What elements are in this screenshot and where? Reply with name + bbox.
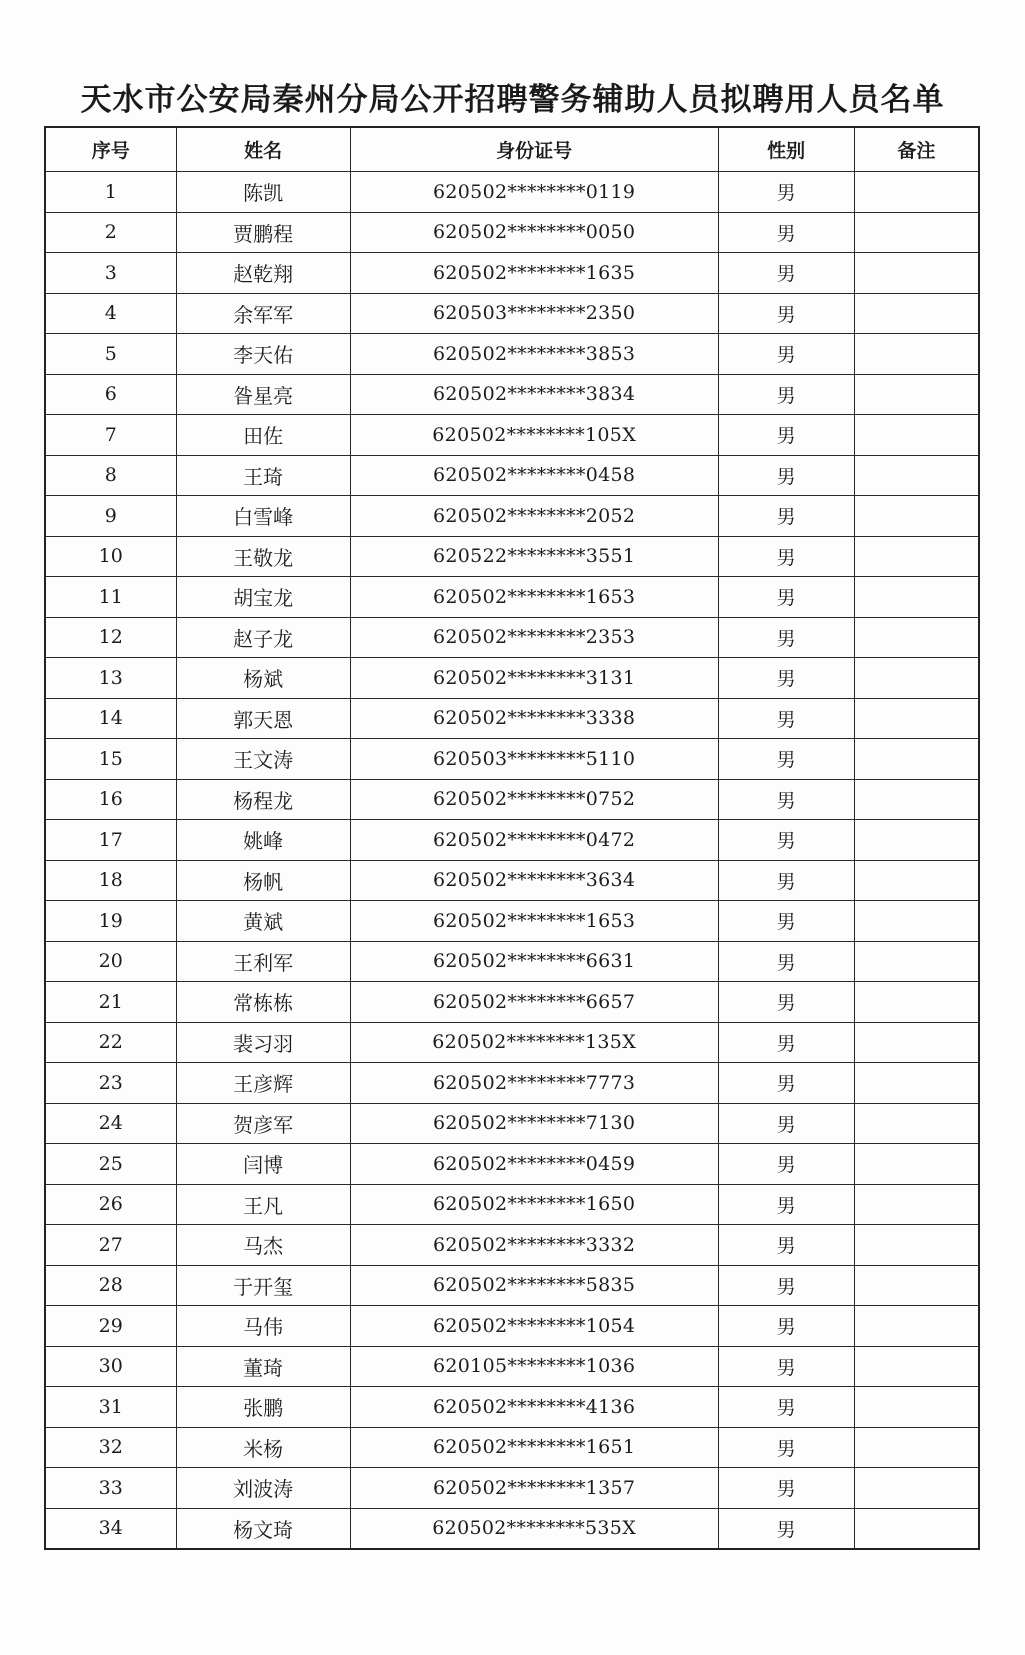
remarks-cell <box>854 658 979 699</box>
table-row <box>45 1022 979 1063</box>
id-number-cell: 620502********2052 <box>350 496 718 537</box>
name-cell: 姚峰 <box>176 820 350 861</box>
gender-cell: 男 <box>718 577 854 618</box>
name-cell: 昝星亮 <box>176 374 350 415</box>
remarks-cell <box>854 982 979 1023</box>
gender-cell: 男 <box>718 1184 854 1225</box>
name-cell: 贺彦军 <box>176 1103 350 1144</box>
serial-cell: 6 <box>45 374 176 415</box>
name-cell: 马伟 <box>176 1306 350 1347</box>
gender-cell: 男 <box>718 374 854 415</box>
remarks-cell <box>854 1468 979 1509</box>
table-row <box>45 212 979 253</box>
remarks-cell <box>854 1306 979 1347</box>
id-number-cell: 620502********135X <box>350 1022 718 1063</box>
name-cell: 黄斌 <box>176 901 350 942</box>
name-cell: 米杨 <box>176 1427 350 1468</box>
gender-cell: 男 <box>718 698 854 739</box>
id-number-cell: 620502********3634 <box>350 860 718 901</box>
serial-cell: 28 <box>45 1265 176 1306</box>
name-cell: 陈凯 <box>176 172 350 213</box>
gender-cell: 男 <box>718 1306 854 1347</box>
gender-cell: 男 <box>718 1225 854 1266</box>
remarks-cell <box>854 1184 979 1225</box>
remarks-cell <box>854 901 979 942</box>
table-row <box>45 779 979 820</box>
table-row <box>45 1387 979 1428</box>
id-number-cell: 620502********0472 <box>350 820 718 861</box>
name-cell: 杨帆 <box>176 860 350 901</box>
remarks-cell <box>854 1265 979 1306</box>
serial-cell: 8 <box>45 455 176 496</box>
serial-cell: 32 <box>45 1427 176 1468</box>
table-body <box>45 172 979 1550</box>
id-number-cell: 620502********3131 <box>350 658 718 699</box>
id-number-cell: 620502********3332 <box>350 1225 718 1266</box>
name-cell: 裴习羽 <box>176 1022 350 1063</box>
serial-cell: 25 <box>45 1144 176 1185</box>
gender-cell: 男 <box>718 334 854 375</box>
gender-cell: 男 <box>718 658 854 699</box>
remarks-cell <box>854 496 979 537</box>
column-header-id-number: 身份证号 <box>350 127 718 172</box>
id-number-cell: 620502********3338 <box>350 698 718 739</box>
gender-cell: 男 <box>718 415 854 456</box>
gender-cell: 男 <box>718 1427 854 1468</box>
name-cell: 赵乾翔 <box>176 253 350 294</box>
gender-cell: 男 <box>718 253 854 294</box>
serial-cell: 13 <box>45 658 176 699</box>
id-number-cell: 620502********0050 <box>350 212 718 253</box>
id-number-cell: 620502********7130 <box>350 1103 718 1144</box>
id-number-cell: 620503********2350 <box>350 293 718 334</box>
id-number-cell: 620502********535X <box>350 1508 718 1549</box>
remarks-cell <box>854 1103 979 1144</box>
id-number-cell: 620502********0458 <box>350 455 718 496</box>
remarks-cell <box>854 1022 979 1063</box>
id-number-cell: 620502********7773 <box>350 1063 718 1104</box>
name-cell: 胡宝龙 <box>176 577 350 618</box>
name-cell: 王凡 <box>176 1184 350 1225</box>
table-row <box>45 617 979 658</box>
id-number-cell: 620502********1651 <box>350 1427 718 1468</box>
gender-cell: 男 <box>718 1508 854 1549</box>
name-cell: 王琦 <box>176 455 350 496</box>
serial-cell: 15 <box>45 739 176 780</box>
serial-cell: 2 <box>45 212 176 253</box>
table-row <box>45 293 979 334</box>
serial-cell: 34 <box>45 1508 176 1549</box>
gender-cell: 男 <box>718 1022 854 1063</box>
serial-cell: 29 <box>45 1306 176 1347</box>
remarks-cell <box>854 820 979 861</box>
serial-cell: 21 <box>45 982 176 1023</box>
id-number-cell: 620502********3853 <box>350 334 718 375</box>
serial-cell: 14 <box>45 698 176 739</box>
id-number-cell: 620502********1054 <box>350 1306 718 1347</box>
table-row <box>45 1103 979 1144</box>
id-number-cell: 620502********105X <box>350 415 718 456</box>
serial-cell: 3 <box>45 253 176 294</box>
table-row <box>45 698 979 739</box>
remarks-cell <box>854 779 979 820</box>
name-cell: 王彦辉 <box>176 1063 350 1104</box>
remarks-cell <box>854 941 979 982</box>
id-number-cell: 620502********0119 <box>350 172 718 213</box>
remarks-cell <box>854 1063 979 1104</box>
serial-cell: 18 <box>45 860 176 901</box>
gender-cell: 男 <box>718 982 854 1023</box>
name-cell: 田佐 <box>176 415 350 456</box>
serial-cell: 5 <box>45 334 176 375</box>
gender-cell: 男 <box>718 212 854 253</box>
id-number-cell: 620502********1357 <box>350 1468 718 1509</box>
remarks-cell <box>854 577 979 618</box>
column-header-remarks: 备注 <box>854 127 979 172</box>
table-row <box>45 941 979 982</box>
table-row <box>45 1144 979 1185</box>
column-header-serial: 序号 <box>45 127 176 172</box>
serial-cell: 1 <box>45 172 176 213</box>
gender-cell: 男 <box>718 860 854 901</box>
name-cell: 王利军 <box>176 941 350 982</box>
name-cell: 杨斌 <box>176 658 350 699</box>
remarks-cell <box>854 739 979 780</box>
table-row <box>45 1225 979 1266</box>
gender-cell: 男 <box>718 1144 854 1185</box>
name-cell: 刘波涛 <box>176 1468 350 1509</box>
table-row <box>45 1508 979 1549</box>
remarks-cell <box>854 860 979 901</box>
serial-cell: 17 <box>45 820 176 861</box>
name-cell: 马杰 <box>176 1225 350 1266</box>
table-row <box>45 455 979 496</box>
table-row <box>45 1184 979 1225</box>
column-header-name: 姓名 <box>176 127 350 172</box>
gender-cell: 男 <box>718 779 854 820</box>
gender-cell: 男 <box>718 1468 854 1509</box>
remarks-cell <box>854 293 979 334</box>
name-cell: 赵子龙 <box>176 617 350 658</box>
remarks-cell <box>854 334 979 375</box>
name-cell: 王文涛 <box>176 739 350 780</box>
gender-cell: 男 <box>718 941 854 982</box>
table-row <box>45 536 979 577</box>
serial-cell: 23 <box>45 1063 176 1104</box>
serial-cell: 27 <box>45 1225 176 1266</box>
id-number-cell: 620502********2353 <box>350 617 718 658</box>
gender-cell: 男 <box>718 617 854 658</box>
table-row <box>45 172 979 213</box>
table-header-row <box>45 127 979 172</box>
remarks-cell <box>854 1427 979 1468</box>
table-row <box>45 901 979 942</box>
serial-cell: 26 <box>45 1184 176 1225</box>
table-row <box>45 253 979 294</box>
id-number-cell: 620105********1036 <box>350 1346 718 1387</box>
serial-cell: 9 <box>45 496 176 537</box>
remarks-cell <box>854 212 979 253</box>
id-number-cell: 620502********0752 <box>350 779 718 820</box>
table-row <box>45 820 979 861</box>
id-number-cell: 620502********0459 <box>350 1144 718 1185</box>
gender-cell: 男 <box>718 496 854 537</box>
serial-cell: 10 <box>45 536 176 577</box>
name-cell: 王敬龙 <box>176 536 350 577</box>
table-row <box>45 374 979 415</box>
name-cell: 郭天恩 <box>176 698 350 739</box>
serial-cell: 19 <box>45 901 176 942</box>
table-row <box>45 860 979 901</box>
table-row <box>45 496 979 537</box>
name-cell: 杨程龙 <box>176 779 350 820</box>
remarks-cell <box>854 1346 979 1387</box>
table-row <box>45 334 979 375</box>
remarks-cell <box>854 455 979 496</box>
name-cell: 于开玺 <box>176 1265 350 1306</box>
gender-cell: 男 <box>718 820 854 861</box>
name-cell: 董琦 <box>176 1346 350 1387</box>
table-row <box>45 415 979 456</box>
serial-cell: 12 <box>45 617 176 658</box>
gender-cell: 男 <box>718 172 854 213</box>
remarks-cell <box>854 374 979 415</box>
serial-cell: 31 <box>45 1387 176 1428</box>
serial-cell: 24 <box>45 1103 176 1144</box>
id-number-cell: 620502********1650 <box>350 1184 718 1225</box>
remarks-cell <box>854 536 979 577</box>
id-number-cell: 620503********5110 <box>350 739 718 780</box>
id-number-cell: 620502********3834 <box>350 374 718 415</box>
name-cell: 杨文琦 <box>176 1508 350 1549</box>
table-row <box>45 1468 979 1509</box>
id-number-cell: 620502********4136 <box>350 1387 718 1428</box>
serial-cell: 4 <box>45 293 176 334</box>
table-row <box>45 982 979 1023</box>
gender-cell: 男 <box>718 1265 854 1306</box>
gender-cell: 男 <box>718 293 854 334</box>
id-number-cell: 620502********6657 <box>350 982 718 1023</box>
name-cell: 张鹏 <box>176 1387 350 1428</box>
table-row <box>45 658 979 699</box>
id-number-cell: 620502********5835 <box>350 1265 718 1306</box>
name-cell: 贾鹏程 <box>176 212 350 253</box>
remarks-cell <box>854 1144 979 1185</box>
id-number-cell: 620502********1653 <box>350 901 718 942</box>
name-cell: 闫博 <box>176 1144 350 1185</box>
serial-cell: 11 <box>45 577 176 618</box>
remarks-cell <box>854 172 979 213</box>
name-cell: 白雪峰 <box>176 496 350 537</box>
gender-cell: 男 <box>718 1103 854 1144</box>
serial-cell: 33 <box>45 1468 176 1509</box>
table-row <box>45 1063 979 1104</box>
remarks-cell <box>854 617 979 658</box>
remarks-cell <box>854 415 979 456</box>
gender-cell: 男 <box>718 536 854 577</box>
id-number-cell: 620502********1653 <box>350 577 718 618</box>
table-row <box>45 1346 979 1387</box>
remarks-cell <box>854 698 979 739</box>
gender-cell: 男 <box>718 455 854 496</box>
table-row <box>45 577 979 618</box>
document-title: 天水市公安局秦州分局公开招聘警务辅助人员拟聘用人员名单 <box>80 82 945 118</box>
table-row <box>45 739 979 780</box>
serial-cell: 16 <box>45 779 176 820</box>
gender-cell: 男 <box>718 1063 854 1104</box>
gender-cell: 男 <box>718 739 854 780</box>
column-header-gender: 性别 <box>718 127 854 172</box>
id-number-cell: 620522********3551 <box>350 536 718 577</box>
gender-cell: 男 <box>718 1346 854 1387</box>
table-row <box>45 1306 979 1347</box>
table-row <box>45 1265 979 1306</box>
id-number-cell: 620502********1635 <box>350 253 718 294</box>
serial-cell: 7 <box>45 415 176 456</box>
remarks-cell <box>854 1225 979 1266</box>
name-cell: 常栋栋 <box>176 982 350 1023</box>
remarks-cell <box>854 1508 979 1549</box>
serial-cell: 30 <box>45 1346 176 1387</box>
serial-cell: 22 <box>45 1022 176 1063</box>
remarks-cell <box>854 1387 979 1428</box>
remarks-cell <box>854 253 979 294</box>
name-cell: 余军军 <box>176 293 350 334</box>
serial-cell: 20 <box>45 941 176 982</box>
hiring-roster-table <box>44 126 980 1550</box>
gender-cell: 男 <box>718 901 854 942</box>
gender-cell: 男 <box>718 1387 854 1428</box>
name-cell: 李天佑 <box>176 334 350 375</box>
table-row <box>45 1427 979 1468</box>
id-number-cell: 620502********6631 <box>350 941 718 982</box>
